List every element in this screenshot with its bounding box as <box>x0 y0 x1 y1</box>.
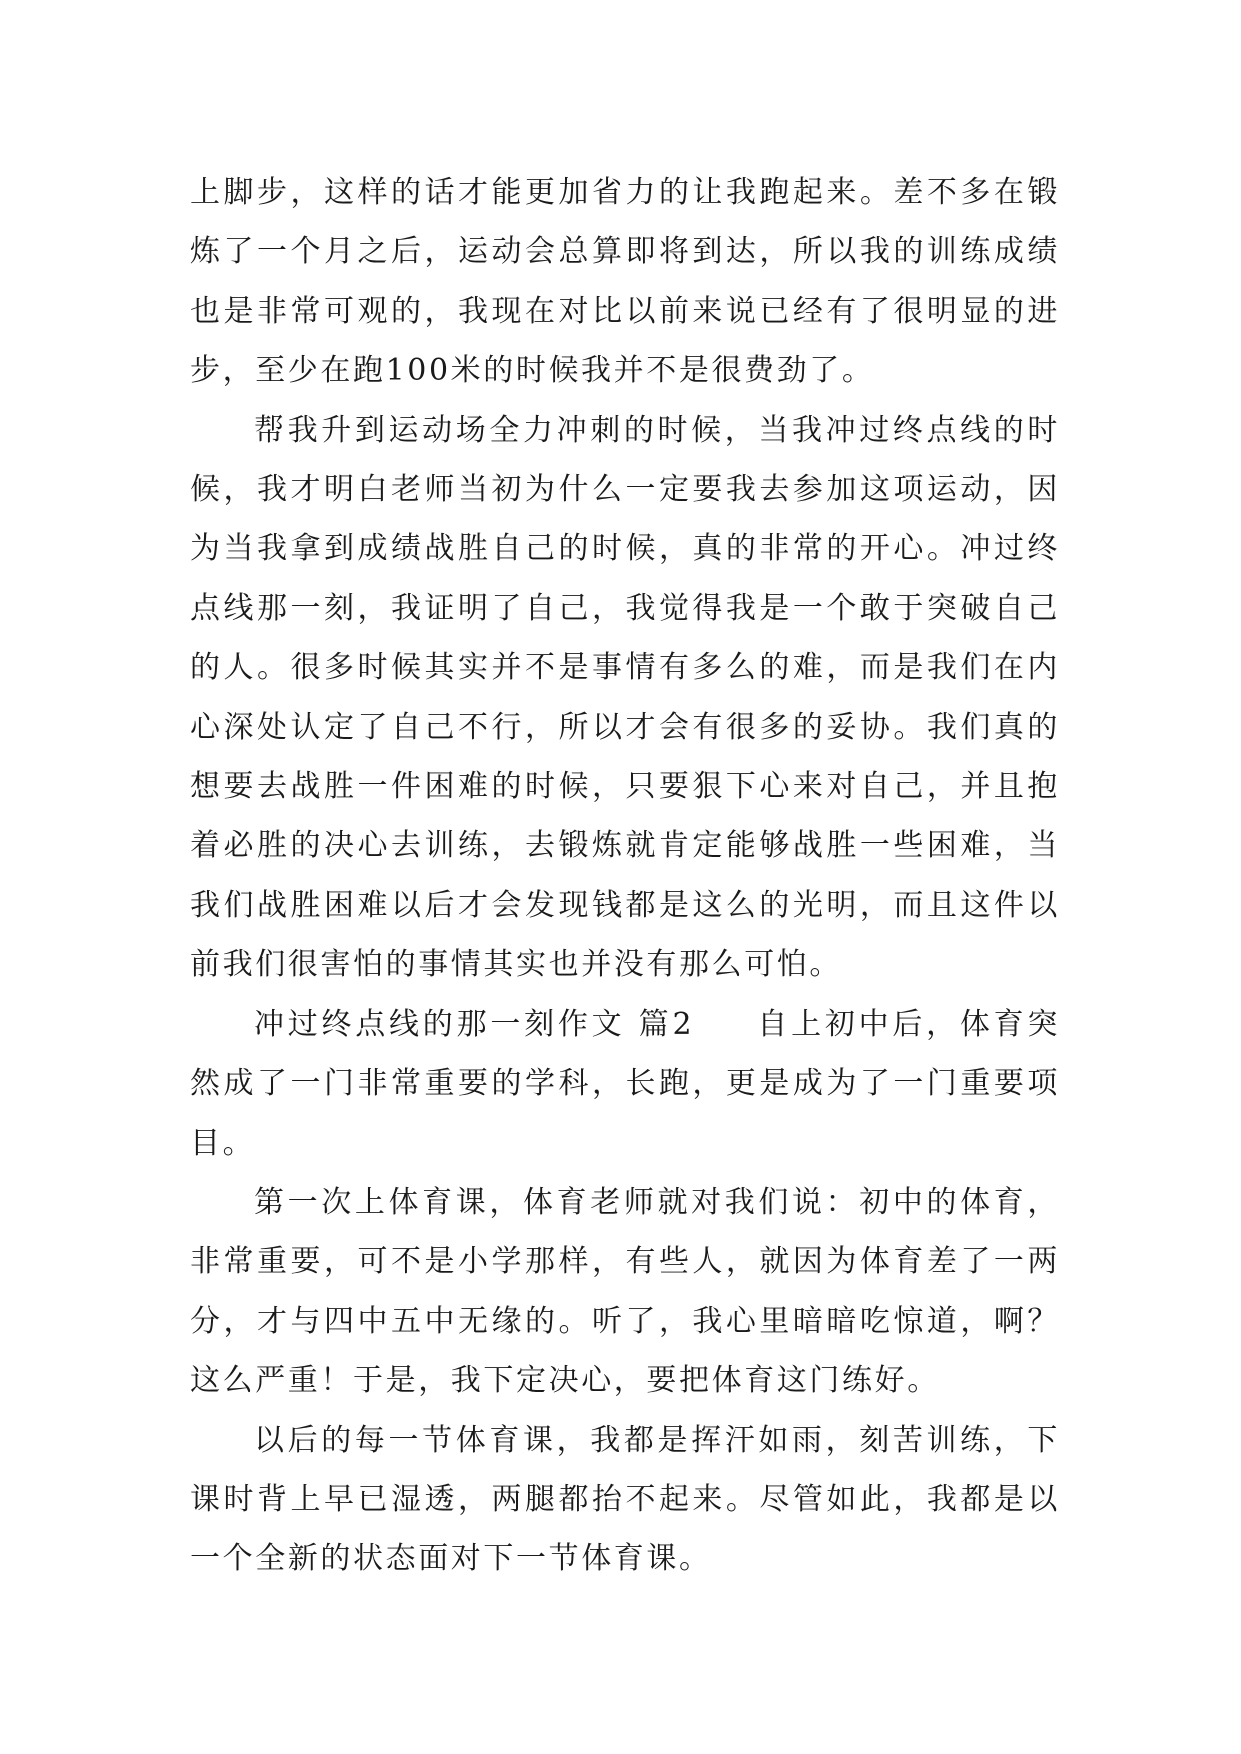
document-body <box>190 163 1060 1589</box>
paragraph-continuation: 上脚步，这样的话才能更加省力的让我跑起来。差不多在锻炼了一个月之后，运动会总算即将到达，所以我的训练成绩也是非常可观的，我现在对比以前来说已经有了很明显的进步，至少在跑100米的时候我并不是很费劲了。 <box>190 175 1060 389</box>
paragraph-essay-two-intro <box>190 995 1060 1173</box>
essay-intro-text: 自上初中后，体育突然成了一门非常重要的学科，长跑，更是成为了一门重要项目。 <box>190 1006 1060 1161</box>
essay-heading: 冲过终点线的那一刻作文 篇2 <box>254 1006 695 1042</box>
paragraph-finish-line: 帮我升到运动场全力冲刺的时候，当我冲过终点线的时候，我才明白老师当初为什么一定要我去参加这项运动，因为当我拿到成绩战胜自己的时候，真的非常的开心。冲过终点线那一刻，我证明了自己，我觉得我是一个敢于突破自己的人。很多时候其实并不是事情有多么的难，而是我们在内心深处认定了自己不行，所以才会有很多的妥协。我们真的想要去战胜一件困难的时候，只要狠下心来对自己，并且抱着必胜的决心去训练，去锻炼就肯定能够战胜一些困难，当我们战胜困难以后才会发现钱都是这么的光明，而且这件以前我们很害怕的事情其实也并没有那么可怕。 <box>190 412 1060 983</box>
paragraph-training: 以后的每一节体育课，我都是挥汗如雨，刻苦训练，下课时背上早已湿透，两腿都抬不起来。尽管如此，我都是以一个全新的状态面对下一节体育课。 <box>190 1422 1060 1577</box>
paragraph-first-pe-class: 第一次上体育课，体育老师就对我们说：初中的体育，非常重要，可不是小学那样，有些人，就因为体育差了一两分，才与四中五中无缘的。听了，我心里暗暗吃惊道，啊？这么严重！于是，我下定决心，要把体育这门练好。 <box>190 1184 1060 1399</box>
